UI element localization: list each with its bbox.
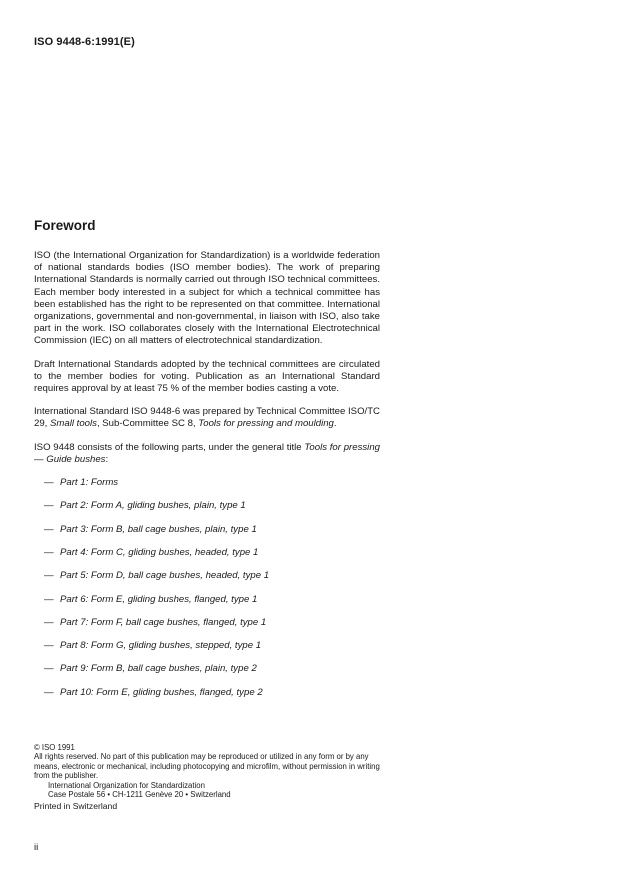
part-2: Part 2: Form A, gliding bushes, plain, type 1 [60,500,246,512]
prepared-by-end: . [333,418,337,430]
list-dash: — [44,686,54,698]
prepared-by-text: International Standard ISO 9448-6 was prepared by Technical Committee ISO/TC 29, [34,406,380,430]
list-item [34,663,380,686]
part-5: Part 5: Form D, ball cage bushes, headed, type 1 [60,570,270,582]
copyright-block [34,743,380,812]
document-id: ISO 9448-6:1991(E) [34,36,135,48]
prepared-by-text-2: , Sub-Committee SC 8, [96,418,199,430]
list-item [34,687,380,710]
list-item [34,524,380,547]
list-item [34,500,380,523]
rights-statement: All rights reserved. No part of this publication may be reproduced or utilized in any form or by any means, electronic or mechanical, including photocopying and microfilm, without permission in writing from the publisher. [34,752,380,781]
list-dash: — [44,663,54,675]
list-item [34,617,380,640]
paragraph-parts-intro [34,442,380,466]
publisher-name: International Organization for Standardization [48,780,205,790]
list-dash: — [44,593,54,605]
list-dash: — [44,546,54,558]
list-item [34,547,380,570]
parts-list [34,477,380,710]
parts-intro-end: : [105,453,109,465]
page-number: ii [34,842,39,853]
paragraph-prepared-by [34,406,380,430]
copyright-notice: © ISO 1991 [34,743,75,752]
general-title: Tools for pressing — Guide bushes [34,441,380,465]
list-dash: — [44,570,54,582]
foreword-body [34,250,380,710]
publisher-address: Case Postale 56 • CH-1211 Genève 20 • Switzerland [48,790,231,800]
list-item [34,477,380,500]
part-6: Part 6: Form E, gliding bushes, flanged, type 1 [60,593,258,605]
list-item [34,594,380,617]
list-dash: — [44,640,54,652]
foreword-heading: Foreword [34,218,96,233]
printed-in: Printed in Switzerland [34,801,118,812]
small-tools-title: Small tools [50,418,97,430]
list-dash: — [44,477,54,489]
part-10: Part 10: Form E, gliding bushes, flanged, type 2 [60,686,263,698]
paragraph-draft-standards: Draft International Standards adopted by the technical committees are circulated to the member bodies for voting. Publication as an International Standard requires approval by at least 75 % of the member bodies casting a vote. [34,358,380,395]
part-1: Part 1: Forms [60,477,119,489]
paragraph-iso-intro: ISO (the International Organization for Standardization) is a worldwide federation of national standards bodies (ISO member bodies). The work of preparing International Standards is normally carried out through ISO technical committees. Each member body interested in a subject for which a technical committee has been established has the right to be represented on that committee. International organizations, governmental and non-governmental, in liaison with ISO, also take part in the work. ISO collaborates closely with the International Electrotechnical Commission (IEC) on all matters of electrotechnical standardization. [34,250,380,347]
part-3: Part 3: Form B, ball cage bushes, plain, type 1 [60,523,257,535]
parts-intro-text: ISO 9448 consists of the following parts, under the general title [34,441,305,453]
part-7: Part 7: Form F, ball cage bushes, flanged, type 1 [60,616,267,628]
part-4: Part 4: Form C, gliding bushes, headed, type 1 [60,546,259,558]
part-8: Part 8: Form G, gliding bushes, stepped, type 1 [60,640,262,652]
list-dash: — [44,523,54,535]
part-9: Part 9: Form B, ball cage bushes, plain, type 2 [60,663,257,675]
list-dash: — [44,616,54,628]
list-dash: — [44,500,54,512]
list-item [34,570,380,593]
subcommittee-title: Tools for pressing and moulding [198,418,334,430]
list-item [34,640,380,663]
